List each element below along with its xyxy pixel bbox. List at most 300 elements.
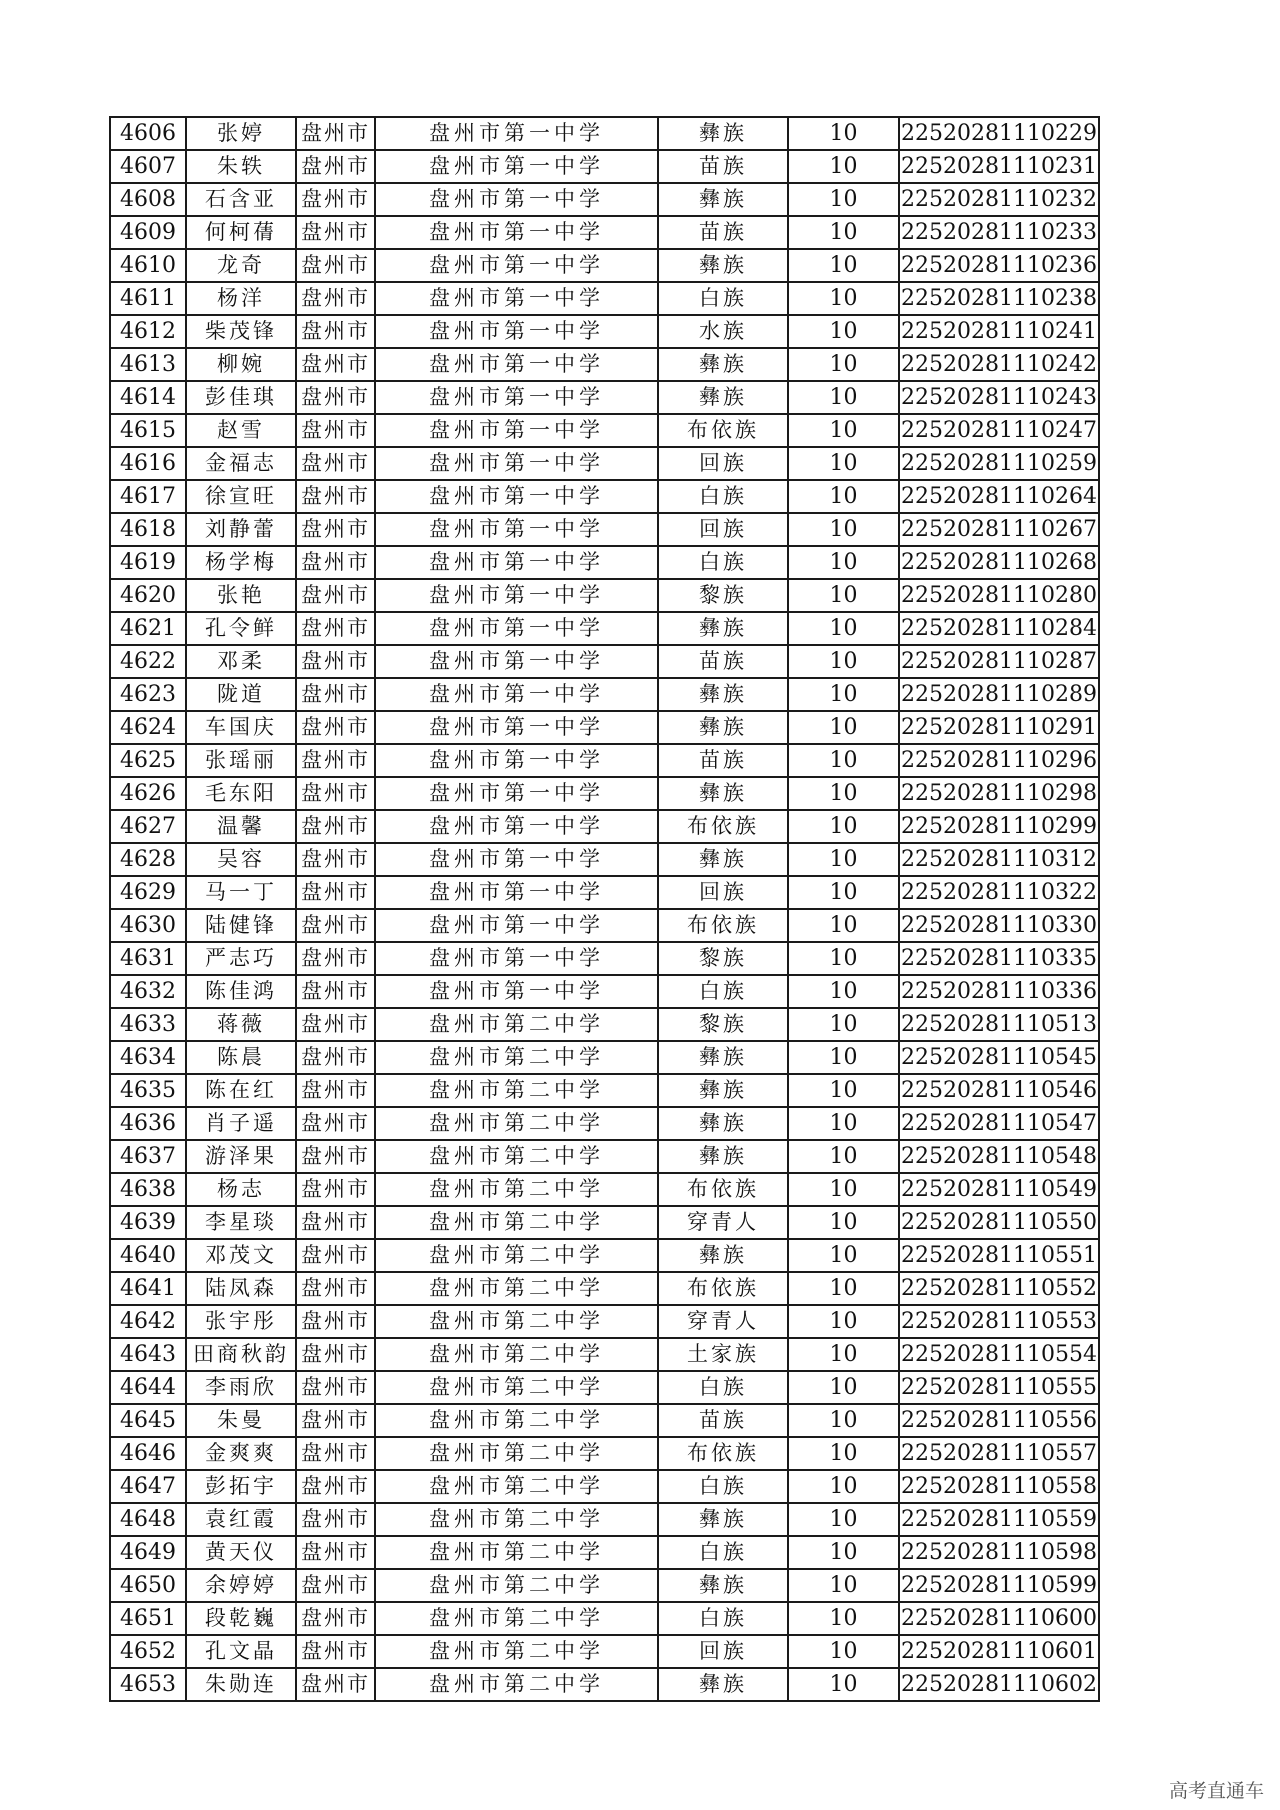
school-cell: 盘州市第一中学 [375, 447, 658, 480]
bonus-points-cell: 10 [788, 711, 899, 744]
ethnicity-cell: 白族 [658, 546, 788, 579]
ethnicity-cell: 彝族 [658, 843, 788, 876]
ethnicity-cell: 苗族 [658, 150, 788, 183]
school-cell: 盘州市第一中学 [375, 612, 658, 645]
bonus-points-cell: 10 [788, 909, 899, 942]
city-cell: 盘州市 [296, 1074, 375, 1107]
exam-id-cell: 22520281110554 [899, 1338, 1099, 1371]
school-cell: 盘州市第一中学 [375, 480, 658, 513]
bonus-points-cell: 10 [788, 1272, 899, 1305]
city-cell: 盘州市 [296, 1140, 375, 1173]
student-name-cell: 段乾巍 [186, 1602, 296, 1635]
table-row [110, 1536, 1099, 1569]
ethnicity-cell: 白族 [658, 480, 788, 513]
serial-number-cell: 4638 [110, 1173, 186, 1206]
watermark: 高考直通车 [1168, 1780, 1264, 1802]
student-name-cell: 陈在红 [186, 1074, 296, 1107]
school-cell: 盘州市第一中学 [375, 645, 658, 678]
city-cell: 盘州市 [296, 975, 375, 1008]
student-name-cell: 邓茂文 [186, 1239, 296, 1272]
roster-table-body [110, 117, 1099, 1701]
serial-number-cell: 4635 [110, 1074, 186, 1107]
bonus-points-cell: 10 [788, 810, 899, 843]
serial-number-cell: 4615 [110, 414, 186, 447]
city-cell: 盘州市 [296, 1536, 375, 1569]
school-cell: 盘州市第二中学 [375, 1239, 658, 1272]
city-cell: 盘州市 [296, 777, 375, 810]
bonus-points-cell: 10 [788, 282, 899, 315]
serial-number-cell: 4619 [110, 546, 186, 579]
school-cell: 盘州市第一中学 [375, 348, 658, 381]
student-name-cell: 金福志 [186, 447, 296, 480]
table-row [110, 150, 1099, 183]
city-cell: 盘州市 [296, 711, 375, 744]
ethnicity-cell: 水族 [658, 315, 788, 348]
school-cell: 盘州市第一中学 [375, 117, 658, 150]
student-name-cell: 黄天仪 [186, 1536, 296, 1569]
table-row [110, 282, 1099, 315]
table-row [110, 909, 1099, 942]
bonus-points-cell: 10 [788, 1635, 899, 1668]
exam-id-cell: 22520281110557 [899, 1437, 1099, 1470]
school-cell: 盘州市第一中学 [375, 843, 658, 876]
student-name-cell: 张艳 [186, 579, 296, 612]
serial-number-cell: 4645 [110, 1404, 186, 1437]
exam-id-cell: 22520281110601 [899, 1635, 1099, 1668]
school-cell: 盘州市第一中学 [375, 150, 658, 183]
city-cell: 盘州市 [296, 810, 375, 843]
ethnicity-cell: 彝族 [658, 1503, 788, 1536]
ethnicity-cell: 彝族 [658, 117, 788, 150]
table-row [110, 216, 1099, 249]
serial-number-cell: 4617 [110, 480, 186, 513]
student-name-cell: 马一丁 [186, 876, 296, 909]
school-cell: 盘州市第一中学 [375, 381, 658, 414]
city-cell: 盘州市 [296, 315, 375, 348]
student-name-cell: 张婷 [186, 117, 296, 150]
school-cell: 盘州市第二中学 [375, 1668, 658, 1701]
table-row [110, 612, 1099, 645]
student-name-cell: 杨洋 [186, 282, 296, 315]
ethnicity-cell: 回族 [658, 1635, 788, 1668]
serial-number-cell: 4622 [110, 645, 186, 678]
city-cell: 盘州市 [296, 1503, 375, 1536]
exam-id-cell: 22520281110232 [899, 183, 1099, 216]
ethnicity-cell: 白族 [658, 1371, 788, 1404]
table-row [110, 183, 1099, 216]
ethnicity-cell: 彝族 [658, 777, 788, 810]
school-cell: 盘州市第二中学 [375, 1602, 658, 1635]
city-cell: 盘州市 [296, 480, 375, 513]
bonus-points-cell: 10 [788, 1041, 899, 1074]
school-cell: 盘州市第一中学 [375, 513, 658, 546]
ethnicity-cell: 布依族 [658, 1173, 788, 1206]
serial-number-cell: 4647 [110, 1470, 186, 1503]
student-name-cell: 柴茂锋 [186, 315, 296, 348]
table-row [110, 1470, 1099, 1503]
bonus-points-cell: 10 [788, 1206, 899, 1239]
table-row [110, 1206, 1099, 1239]
ethnicity-cell: 苗族 [658, 744, 788, 777]
ethnicity-cell: 穿青人 [658, 1305, 788, 1338]
exam-id-cell: 22520281110559 [899, 1503, 1099, 1536]
school-cell: 盘州市第一中学 [375, 711, 658, 744]
city-cell: 盘州市 [296, 249, 375, 282]
serial-number-cell: 4634 [110, 1041, 186, 1074]
student-name-cell: 余婷婷 [186, 1569, 296, 1602]
ethnicity-cell: 白族 [658, 975, 788, 1008]
school-cell: 盘州市第二中学 [375, 1338, 658, 1371]
city-cell: 盘州市 [296, 1338, 375, 1371]
table-row [110, 942, 1099, 975]
bonus-points-cell: 10 [788, 1074, 899, 1107]
city-cell: 盘州市 [296, 381, 375, 414]
exam-id-cell: 22520281110291 [899, 711, 1099, 744]
ethnicity-cell: 回族 [658, 447, 788, 480]
serial-number-cell: 4631 [110, 942, 186, 975]
exam-id-cell: 22520281110322 [899, 876, 1099, 909]
table-row [110, 315, 1099, 348]
city-cell: 盘州市 [296, 414, 375, 447]
school-cell: 盘州市第一中学 [375, 810, 658, 843]
serial-number-cell: 4650 [110, 1569, 186, 1602]
city-cell: 盘州市 [296, 678, 375, 711]
student-name-cell: 袁红霞 [186, 1503, 296, 1536]
student-name-cell: 朱轶 [186, 150, 296, 183]
school-cell: 盘州市第二中学 [375, 1569, 658, 1602]
exam-id-cell: 22520281110600 [899, 1602, 1099, 1635]
student-name-cell: 朱勋连 [186, 1668, 296, 1701]
serial-number-cell: 4609 [110, 216, 186, 249]
serial-number-cell: 4626 [110, 777, 186, 810]
city-cell: 盘州市 [296, 1602, 375, 1635]
table-row [110, 579, 1099, 612]
city-cell: 盘州市 [296, 282, 375, 315]
school-cell: 盘州市第二中学 [375, 1008, 658, 1041]
bonus-points-cell: 10 [788, 447, 899, 480]
ethnicity-cell: 黎族 [658, 1008, 788, 1041]
school-cell: 盘州市第二中学 [375, 1437, 658, 1470]
exam-id-cell: 22520281110231 [899, 150, 1099, 183]
bonus-points-cell: 10 [788, 1008, 899, 1041]
bonus-points-cell: 10 [788, 348, 899, 381]
bonus-points-cell: 10 [788, 744, 899, 777]
serial-number-cell: 4613 [110, 348, 186, 381]
exam-id-cell: 22520281110284 [899, 612, 1099, 645]
table-row [110, 414, 1099, 447]
ethnicity-cell: 回族 [658, 513, 788, 546]
student-name-cell: 陇道 [186, 678, 296, 711]
exam-id-cell: 22520281110259 [899, 447, 1099, 480]
ethnicity-cell: 彝族 [658, 183, 788, 216]
ethnicity-cell: 白族 [658, 1536, 788, 1569]
table-row [110, 1008, 1099, 1041]
city-cell: 盘州市 [296, 546, 375, 579]
bonus-points-cell: 10 [788, 645, 899, 678]
city-cell: 盘州市 [296, 513, 375, 546]
student-name-cell: 李星琰 [186, 1206, 296, 1239]
bonus-points-cell: 10 [788, 315, 899, 348]
serial-number-cell: 4643 [110, 1338, 186, 1371]
serial-number-cell: 4637 [110, 1140, 186, 1173]
exam-id-cell: 22520281110267 [899, 513, 1099, 546]
table-row [110, 1305, 1099, 1338]
bonus-points-cell: 10 [788, 1470, 899, 1503]
school-cell: 盘州市第一中学 [375, 744, 658, 777]
student-name-cell: 邓柔 [186, 645, 296, 678]
bonus-points-cell: 10 [788, 1437, 899, 1470]
table-row [110, 348, 1099, 381]
student-name-cell: 陆凤森 [186, 1272, 296, 1305]
student-name-cell: 田商秋韵 [186, 1338, 296, 1371]
school-cell: 盘州市第二中学 [375, 1305, 658, 1338]
student-name-cell: 朱曼 [186, 1404, 296, 1437]
bonus-points-cell: 10 [788, 546, 899, 579]
bonus-points-cell: 10 [788, 249, 899, 282]
serial-number-cell: 4633 [110, 1008, 186, 1041]
bonus-points-cell: 10 [788, 1305, 899, 1338]
ethnicity-cell: 彝族 [658, 612, 788, 645]
serial-number-cell: 4611 [110, 282, 186, 315]
ethnicity-cell: 白族 [658, 1602, 788, 1635]
city-cell: 盘州市 [296, 117, 375, 150]
school-cell: 盘州市第二中学 [375, 1140, 658, 1173]
ethnicity-cell: 苗族 [658, 216, 788, 249]
exam-id-cell: 22520281110330 [899, 909, 1099, 942]
bonus-points-cell: 10 [788, 216, 899, 249]
ethnicity-cell: 彝族 [658, 1107, 788, 1140]
serial-number-cell: 4641 [110, 1272, 186, 1305]
bonus-points-cell: 10 [788, 1569, 899, 1602]
table-row [110, 1371, 1099, 1404]
serial-number-cell: 4607 [110, 150, 186, 183]
exam-id-cell: 22520281110268 [899, 546, 1099, 579]
ethnicity-cell: 穿青人 [658, 1206, 788, 1239]
school-cell: 盘州市第一中学 [375, 678, 658, 711]
bonus-points-cell: 10 [788, 975, 899, 1008]
ethnicity-cell: 白族 [658, 282, 788, 315]
bonus-points-cell: 10 [788, 579, 899, 612]
ethnicity-cell: 布依族 [658, 414, 788, 447]
table-row [110, 1074, 1099, 1107]
exam-id-cell: 22520281110233 [899, 216, 1099, 249]
bonus-points-cell: 10 [788, 1338, 899, 1371]
student-name-cell: 陆健锋 [186, 909, 296, 942]
ethnicity-cell: 彝族 [658, 249, 788, 282]
student-name-cell: 陈佳鸿 [186, 975, 296, 1008]
school-cell: 盘州市第一中学 [375, 282, 658, 315]
city-cell: 盘州市 [296, 876, 375, 909]
ethnicity-cell: 彝族 [658, 381, 788, 414]
student-name-cell: 吴容 [186, 843, 296, 876]
serial-number-cell: 4606 [110, 117, 186, 150]
bonus-points-cell: 10 [788, 414, 899, 447]
school-cell: 盘州市第一中学 [375, 876, 658, 909]
exam-id-cell: 22520281110558 [899, 1470, 1099, 1503]
serial-number-cell: 4612 [110, 315, 186, 348]
ethnicity-cell: 白族 [658, 1470, 788, 1503]
exam-id-cell: 22520281110312 [899, 843, 1099, 876]
exam-id-cell: 22520281110287 [899, 645, 1099, 678]
student-name-cell: 车国庆 [186, 711, 296, 744]
table-row [110, 1272, 1099, 1305]
student-name-cell: 柳婉 [186, 348, 296, 381]
table-row [110, 381, 1099, 414]
table-row [110, 1140, 1099, 1173]
school-cell: 盘州市第一中学 [375, 942, 658, 975]
city-cell: 盘州市 [296, 744, 375, 777]
exam-id-cell: 22520281110552 [899, 1272, 1099, 1305]
school-cell: 盘州市第二中学 [375, 1635, 658, 1668]
bonus-points-cell: 10 [788, 1602, 899, 1635]
school-cell: 盘州市第一中学 [375, 909, 658, 942]
city-cell: 盘州市 [296, 1305, 375, 1338]
school-cell: 盘州市第二中学 [375, 1107, 658, 1140]
exam-id-cell: 22520281110599 [899, 1569, 1099, 1602]
city-cell: 盘州市 [296, 1107, 375, 1140]
student-name-cell: 蒋薇 [186, 1008, 296, 1041]
exam-id-cell: 22520281110547 [899, 1107, 1099, 1140]
serial-number-cell: 4653 [110, 1668, 186, 1701]
table-row [110, 1404, 1099, 1437]
table-row [110, 1041, 1099, 1074]
bonus-points-cell: 10 [788, 480, 899, 513]
table-row [110, 744, 1099, 777]
city-cell: 盘州市 [296, 909, 375, 942]
serial-number-cell: 4625 [110, 744, 186, 777]
city-cell: 盘州市 [296, 579, 375, 612]
ethnicity-cell: 布依族 [658, 810, 788, 843]
student-name-cell: 徐宣旺 [186, 480, 296, 513]
exam-id-cell: 22520281110236 [899, 249, 1099, 282]
serial-number-cell: 4624 [110, 711, 186, 744]
ethnicity-cell: 彝族 [658, 348, 788, 381]
serial-number-cell: 4632 [110, 975, 186, 1008]
city-cell: 盘州市 [296, 216, 375, 249]
exam-id-cell: 22520281110551 [899, 1239, 1099, 1272]
school-cell: 盘州市第一中学 [375, 183, 658, 216]
table-row [110, 513, 1099, 546]
bonus-points-cell: 10 [788, 777, 899, 810]
table-row [110, 447, 1099, 480]
serial-number-cell: 4614 [110, 381, 186, 414]
serial-number-cell: 4646 [110, 1437, 186, 1470]
school-cell: 盘州市第二中学 [375, 1371, 658, 1404]
city-cell: 盘州市 [296, 1569, 375, 1602]
serial-number-cell: 4651 [110, 1602, 186, 1635]
city-cell: 盘州市 [296, 1470, 375, 1503]
table-row [110, 117, 1099, 150]
table-row [110, 1569, 1099, 1602]
student-name-cell: 张瑶丽 [186, 744, 296, 777]
serial-number-cell: 4640 [110, 1239, 186, 1272]
roster-table [109, 116, 1100, 1702]
bonus-points-cell: 10 [788, 678, 899, 711]
city-cell: 盘州市 [296, 612, 375, 645]
student-name-cell: 陈晨 [186, 1041, 296, 1074]
table-row [110, 480, 1099, 513]
city-cell: 盘州市 [296, 1371, 375, 1404]
table-row [110, 546, 1099, 579]
exam-id-cell: 22520281110280 [899, 579, 1099, 612]
city-cell: 盘州市 [296, 1239, 375, 1272]
exam-id-cell: 22520281110242 [899, 348, 1099, 381]
ethnicity-cell: 布依族 [658, 1437, 788, 1470]
exam-id-cell: 22520281110335 [899, 942, 1099, 975]
roster-table-container [109, 116, 1100, 1702]
table-row [110, 843, 1099, 876]
student-name-cell: 金爽爽 [186, 1437, 296, 1470]
table-row [110, 810, 1099, 843]
bonus-points-cell: 10 [788, 183, 899, 216]
exam-id-cell: 22520281110247 [899, 414, 1099, 447]
bonus-points-cell: 10 [788, 612, 899, 645]
student-name-cell: 孔令鲜 [186, 612, 296, 645]
school-cell: 盘州市第二中学 [375, 1272, 658, 1305]
school-cell: 盘州市第二中学 [375, 1206, 658, 1239]
ethnicity-cell: 土家族 [658, 1338, 788, 1371]
bonus-points-cell: 10 [788, 381, 899, 414]
exam-id-cell: 22520281110549 [899, 1173, 1099, 1206]
serial-number-cell: 4639 [110, 1206, 186, 1239]
exam-id-cell: 22520281110602 [899, 1668, 1099, 1701]
school-cell: 盘州市第一中学 [375, 315, 658, 348]
table-row [110, 1437, 1099, 1470]
city-cell: 盘州市 [296, 942, 375, 975]
bonus-points-cell: 10 [788, 117, 899, 150]
bonus-points-cell: 10 [788, 1239, 899, 1272]
city-cell: 盘州市 [296, 1272, 375, 1305]
table-row [110, 1635, 1099, 1668]
city-cell: 盘州市 [296, 183, 375, 216]
school-cell: 盘州市第二中学 [375, 1041, 658, 1074]
student-name-cell: 赵雪 [186, 414, 296, 447]
exam-id-cell: 22520281110556 [899, 1404, 1099, 1437]
bonus-points-cell: 10 [788, 513, 899, 546]
student-name-cell: 刘静蕾 [186, 513, 296, 546]
serial-number-cell: 4636 [110, 1107, 186, 1140]
city-cell: 盘州市 [296, 348, 375, 381]
serial-number-cell: 4629 [110, 876, 186, 909]
exam-id-cell: 22520281110298 [899, 777, 1099, 810]
table-row [110, 645, 1099, 678]
table-row [110, 876, 1099, 909]
student-name-cell: 杨志 [186, 1173, 296, 1206]
exam-id-cell: 22520281110238 [899, 282, 1099, 315]
exam-id-cell: 22520281110546 [899, 1074, 1099, 1107]
bonus-points-cell: 10 [788, 1107, 899, 1140]
city-cell: 盘州市 [296, 1635, 375, 1668]
serial-number-cell: 4649 [110, 1536, 186, 1569]
bonus-points-cell: 10 [788, 1536, 899, 1569]
exam-id-cell: 22520281110550 [899, 1206, 1099, 1239]
table-row [110, 1107, 1099, 1140]
exam-id-cell: 22520281110548 [899, 1140, 1099, 1173]
ethnicity-cell: 彝族 [658, 1074, 788, 1107]
school-cell: 盘州市第一中学 [375, 777, 658, 810]
student-name-cell: 杨学梅 [186, 546, 296, 579]
ethnicity-cell: 彝族 [658, 1041, 788, 1074]
student-name-cell: 彭佳琪 [186, 381, 296, 414]
exam-id-cell: 22520281110598 [899, 1536, 1099, 1569]
table-row [110, 1503, 1099, 1536]
exam-id-cell: 22520281110555 [899, 1371, 1099, 1404]
student-name-cell: 游泽果 [186, 1140, 296, 1173]
serial-number-cell: 4627 [110, 810, 186, 843]
table-row [110, 1668, 1099, 1701]
student-name-cell: 张宇彤 [186, 1305, 296, 1338]
school-cell: 盘州市第一中学 [375, 975, 658, 1008]
